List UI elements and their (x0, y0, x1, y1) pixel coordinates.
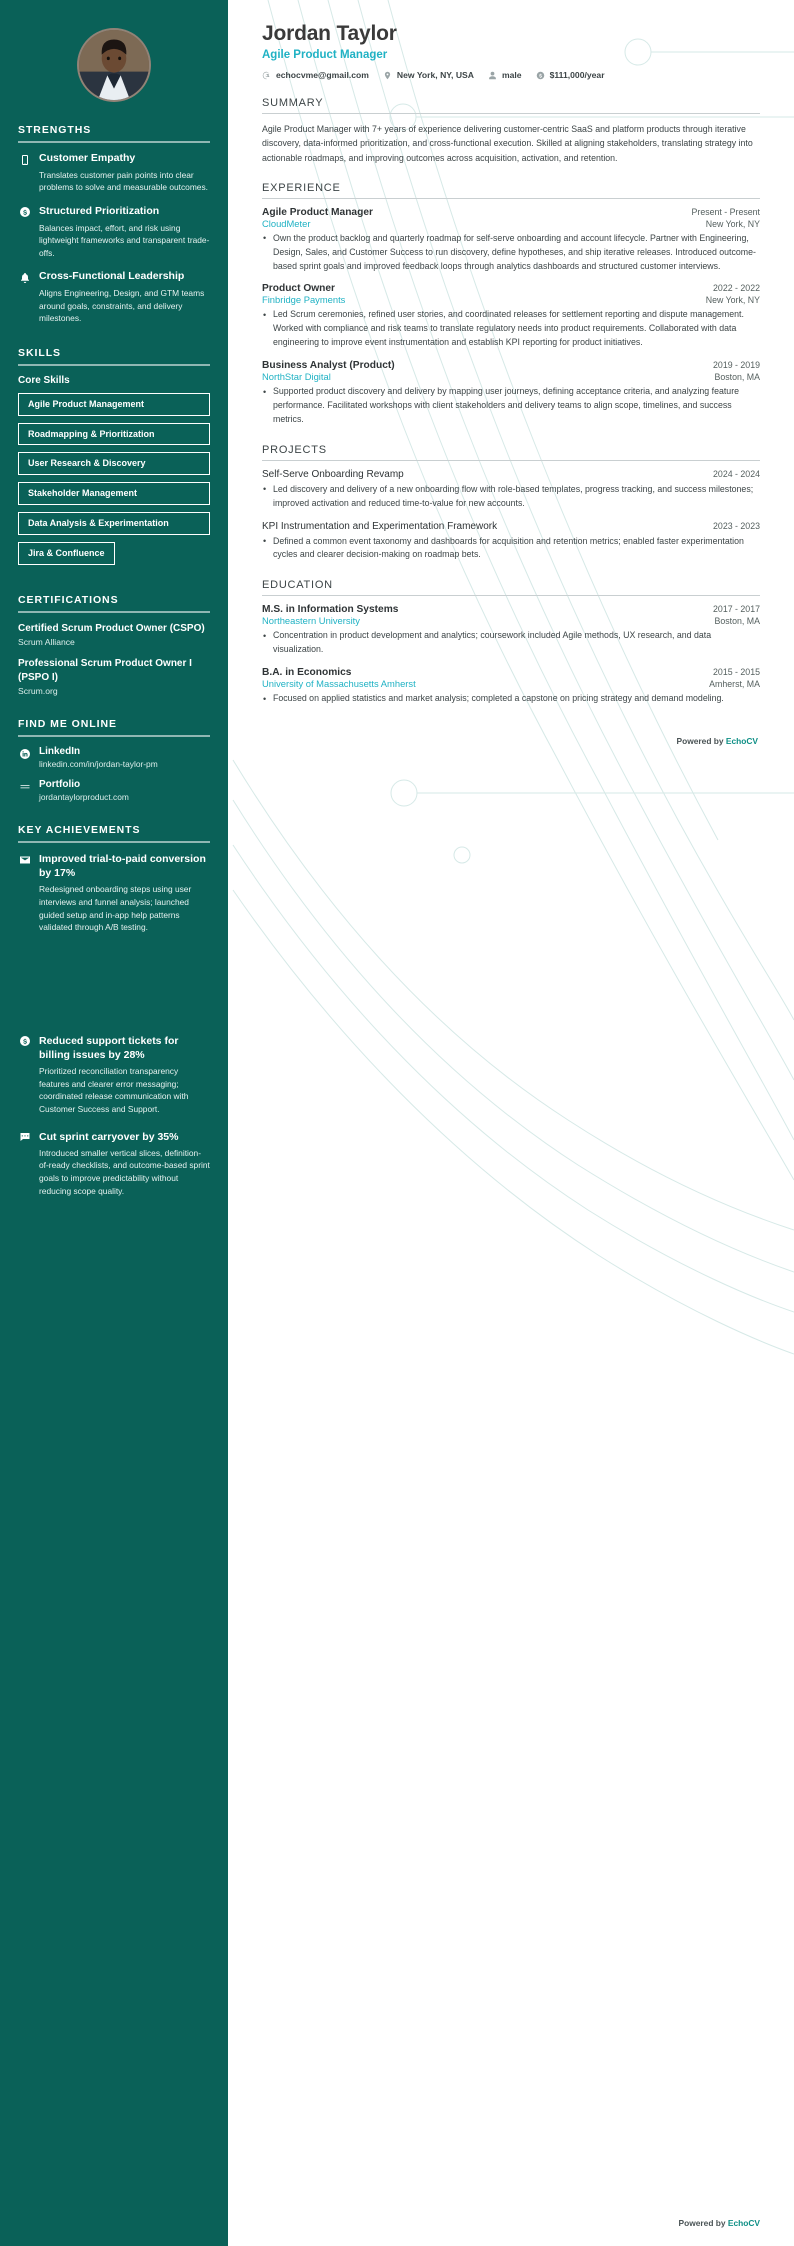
dollar-circle-icon (18, 206, 31, 219)
skill-chip[interactable]: Stakeholder Management (18, 482, 210, 505)
education-bullets (262, 692, 760, 706)
linkedin-icon (18, 747, 31, 760)
education-date: 2015 - 2015 (713, 667, 760, 678)
strength-item (18, 205, 210, 259)
bullet: • Led discovery and delivery of a new onboarding flow with role-based templates, progress tracking, and success milestones; improved activation and reduced time-to-value for new accounts. (262, 483, 760, 511)
online-link-url: linkedin.com/in/jordan-taylor-pm (39, 759, 158, 770)
experience-entry (262, 207, 760, 274)
email-icon (262, 71, 271, 80)
powered-by-footer-bottom (679, 2218, 760, 2228)
contact-email-value: echocvme@gmail.com (276, 70, 369, 80)
section-skills (18, 347, 210, 572)
achievement-item (18, 852, 210, 934)
dollar-circle-icon (18, 1035, 31, 1048)
bullet: • Focused on applied statistics and market analysis; completed a capstone on pricing strategy and demand modeling. (262, 692, 760, 706)
project-title: Self-Serve Onboarding Revamp (262, 468, 404, 480)
education-school[interactable]: Northeastern University (262, 615, 360, 627)
online-link-portfolio[interactable] (18, 779, 210, 802)
strength-title: Customer Empathy (39, 152, 136, 164)
experience-date: 2022 - 2022 (713, 283, 760, 294)
sidebar (0, 0, 228, 2246)
experience-title: EXPERIENCE (262, 181, 341, 194)
bullet: • Led Scrum ceremonies, refined user stories, and coordinated releases for settlement reporting and dispute management. Worked with compliance and risk teams to translate regulatory needs into product requirements. Collaborated with data engineering to improve event instrumentation and establish KPI reporting for product initiatives. (262, 308, 760, 350)
achievement-desc: Redesigned onboarding steps using user interviews and funnel analysis; launched guided setup and in-app help patterns validated through A/B testing. (39, 884, 192, 933)
contact-location-value: New York, NY, USA (396, 70, 474, 80)
contact-gender (488, 70, 522, 80)
contact-email (262, 70, 369, 80)
salary-icon (536, 71, 545, 80)
experience-company[interactable]: NorthStar Digital (262, 371, 331, 383)
powered-by-prefix: Powered by (678, 2218, 728, 2228)
experience-company[interactable]: Finbridge Payments (262, 294, 346, 306)
project-date: 2023 - 2023 (713, 520, 760, 531)
powered-by-brand: EchoCV (725, 736, 758, 746)
certifications-title: CERTIFICATIONS (18, 593, 119, 606)
skill-chip[interactable]: Agile Product Management (18, 393, 210, 416)
online-link-url: jordantaylorproduct.com (39, 792, 129, 803)
section-find-me-online (18, 718, 210, 802)
education-degree: M.S. in Information Systems (262, 604, 399, 616)
strength-item (18, 270, 210, 324)
online-link-linkedin[interactable] (18, 746, 210, 769)
section-projects (262, 444, 760, 563)
experience-date: 2019 - 2019 (713, 360, 760, 371)
education-bullets (262, 629, 760, 657)
education-degree: B.A. in Economics (262, 667, 352, 679)
education-location: Amherst, MA (709, 679, 760, 690)
chat-icon (18, 1131, 31, 1144)
project-title: KPI Instrumentation and Experimentation Framework (262, 520, 498, 532)
skills-subtitle: Core Skills (18, 374, 70, 386)
certification-item (18, 622, 210, 648)
avatar-wrap (18, 0, 210, 102)
person-icon (488, 71, 497, 80)
online-link-label: Portfolio (39, 779, 81, 791)
experience-location: New York, NY (705, 218, 760, 229)
summary-title: SUMMARY (262, 97, 324, 109)
experience-job-title: Product Owner (262, 283, 336, 295)
divider (262, 460, 760, 461)
project-entry (262, 521, 760, 563)
education-entry (262, 667, 760, 706)
section-key-achievements (18, 824, 210, 1197)
certification-name: Certified Scrum Product Owner (CSPO) (18, 622, 205, 634)
projects-title: PROJECTS (262, 443, 327, 456)
bullet: • Concentration in product development and analytics; coursework included Agile methods, UX research, and data visualization. (262, 629, 760, 657)
experience-company[interactable]: CloudMeter (262, 217, 311, 229)
bullet: • Supported product discovery and delivery by mapping user journeys, defining acceptance criteria, and analyzing feature performance. Facilitated workshops with client stakeholders and delivery teams to align scope, timelines, and success metrics. (262, 385, 760, 427)
powered-by-brand: EchoCV (727, 2218, 760, 2228)
skill-chip[interactable]: User Research & Discovery (18, 452, 210, 475)
online-title: FIND ME ONLINE (18, 718, 117, 731)
page-title: Jordan Taylor (262, 22, 397, 45)
section-summary (262, 97, 760, 165)
skill-chip[interactable]: Roadmapping & Prioritization (18, 423, 210, 446)
certification-org: Scrum.org (18, 686, 58, 697)
divider (262, 113, 760, 114)
education-location: Boston, MA (714, 616, 760, 627)
section-education (262, 579, 760, 706)
divider (18, 841, 210, 843)
skill-chip[interactable]: Jira & Confluence (18, 542, 115, 565)
online-link-label: LinkedIn (39, 746, 81, 758)
powered-by-footer (262, 736, 760, 746)
education-entry (262, 604, 760, 657)
strength-desc: Balances impact, effort, and risk using lightweight frameworks and transparent trade-offs. (39, 222, 210, 258)
strength-item (18, 152, 210, 194)
skill-chip[interactable]: Data Analysis & Experimentation (18, 512, 210, 535)
divider (262, 198, 760, 199)
project-bullets (262, 535, 760, 563)
project-date: 2024 - 2024 (713, 468, 760, 479)
divider (18, 364, 210, 366)
section-strengths (18, 124, 210, 325)
envelope-icon (18, 853, 31, 866)
bell-icon (18, 271, 31, 284)
experience-location: Boston, MA (714, 372, 760, 383)
strength-desc: Translates customer pain points into clear problems to solve and measurable outcomes. (39, 169, 208, 193)
achievement-title: Cut sprint carryover by 35% (39, 1130, 179, 1143)
education-school[interactable]: University of Massachusetts Amherst (262, 678, 416, 690)
powered-by-prefix: Powered by (676, 736, 726, 746)
achievement-title: Reduced support tickets for billing issues by 28% (39, 1034, 179, 1062)
main-content (228, 0, 794, 746)
experience-bullets (262, 308, 760, 350)
education-title: EDUCATION (262, 579, 333, 592)
achievement-desc: Prioritized reconciliation transparency features and clearer error messaging; coordinated release communication with Customer Success and Support. (39, 1066, 189, 1115)
experience-job-title: Business Analyst (Product) (262, 360, 395, 372)
contact-salary (536, 70, 605, 80)
strength-desc: Aligns Engineering, Design, and GTM teams around goals, constraints, and delivery milestones. (39, 287, 205, 324)
avatar-photo-icon (79, 30, 149, 100)
achievement-desc: Introduced smaller vertical slices, definition-of-ready checklists, and outcome-based sprint goals to improve predictability without reducing scope quality. (39, 1147, 210, 1196)
experience-job-title: Agile Product Manager (262, 206, 373, 218)
project-entry (262, 469, 760, 511)
experience-bullets (262, 232, 760, 274)
mobile-icon (18, 153, 31, 166)
bullet: • Own the product backlog and quarterly roadmap for self-serve onboarding and account lifecycle. Partner with Engineering, Design, Sales, and Customer Success to run discovery, define hypotheses, and ship iterative releases. Introduced outcome-based sprint goals and improved feedback loops through analytics dashboards and structured customer interviews. (262, 232, 760, 274)
certification-name: Professional Scrum Product Owner I (PSPO I) (18, 658, 192, 683)
contact-list (262, 70, 760, 80)
contact-gender-value: male (501, 70, 522, 80)
portfolio-icon (18, 780, 31, 793)
experience-entry (262, 360, 760, 427)
strengths-title: STRENGTHS (18, 124, 92, 136)
contact-location (383, 70, 474, 80)
divider (18, 141, 210, 143)
achievement-item (18, 1130, 210, 1198)
section-certifications (18, 594, 210, 697)
divider (18, 735, 210, 737)
certification-item (18, 657, 210, 696)
education-date: 2017 - 2017 (713, 604, 760, 615)
divider (18, 611, 210, 613)
bullet: • Defined a common event taxonomy and dashboards for acquisition and retention metrics; enabled faster experimentation cycles and clearer decision-making on roadmap bets. (262, 535, 760, 563)
contact-salary-value: $111,000/year (549, 70, 605, 80)
certification-org: Scrum Alliance (18, 637, 75, 648)
location-icon (383, 71, 392, 80)
skills-title: SKILLS (18, 346, 62, 359)
spacer (18, 948, 210, 1034)
project-bullets (262, 483, 760, 511)
section-experience (262, 182, 760, 427)
summary-text: Agile Product Manager with 7+ years of experience delivering customer-centric SaaS and platform products through iterative discovery, data-informed prioritization, and cross-functional execution. Skilled at aligning stakeholders, translating strategy into actionable roadmaps, and improving outcomes across acquisition, activation, and retention. (262, 124, 753, 163)
strength-title: Structured Prioritization (39, 204, 160, 217)
experience-bullets (262, 385, 760, 427)
divider (262, 595, 760, 596)
experience-entry (262, 283, 760, 350)
strength-title: Cross-Functional Leadership (39, 270, 185, 283)
job-role-subtitle: Agile Product Manager (262, 49, 388, 61)
experience-location: New York, NY (705, 295, 760, 306)
experience-date: Present - Present (691, 206, 760, 217)
achievements-title: KEY ACHIEVEMENTS (18, 824, 141, 837)
achievement-item (18, 1034, 210, 1116)
avatar (77, 28, 151, 102)
achievement-title: Improved trial-to-paid conversion by 17% (39, 853, 206, 880)
